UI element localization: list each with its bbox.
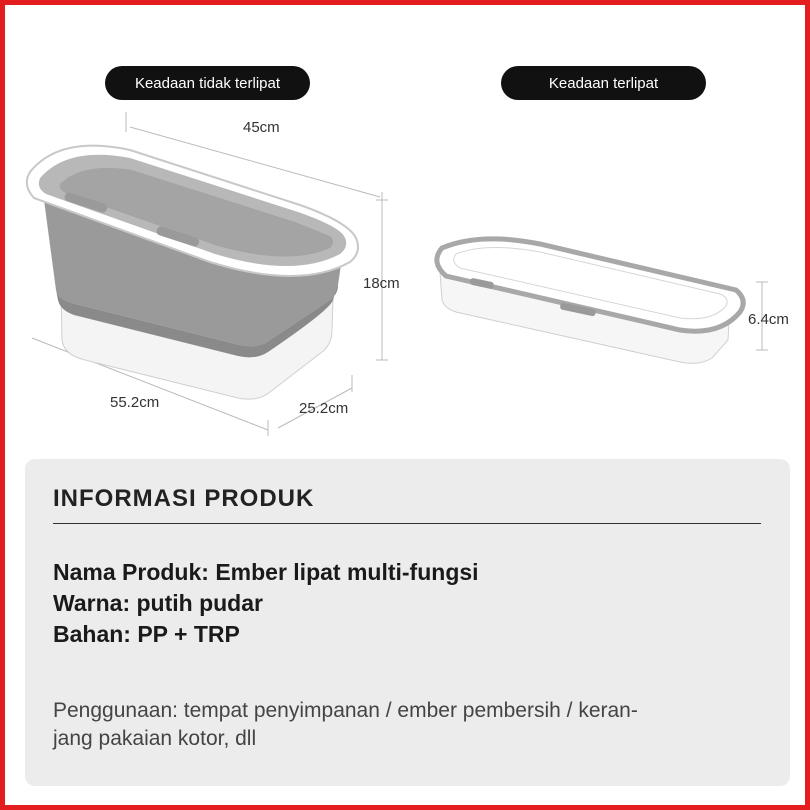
product-info-panel bbox=[25, 459, 790, 786]
info-title: INFORMASI PRODUK bbox=[53, 485, 315, 512]
usage-line-1: Penggunaan: tempat penyimpanan / ember pembersih / keran- bbox=[53, 699, 638, 722]
unfolded-state-label: Keadaan tidak terlipat bbox=[105, 66, 310, 100]
folded-state-label: Keadaan terlipat bbox=[501, 66, 706, 100]
height-dimension: 18cm bbox=[363, 275, 400, 292]
usage-line-2: jang pakaian kotor, dll bbox=[53, 727, 257, 750]
depth-dimension: 25.2cm bbox=[299, 400, 349, 417]
top-width-dimension: 45cm bbox=[243, 119, 280, 136]
folded-bucket bbox=[437, 239, 743, 363]
product-usage bbox=[53, 697, 733, 753]
product-material: Bahan: PP + TRP bbox=[53, 621, 240, 647]
product-color: Warna: putih pudar bbox=[53, 590, 263, 616]
unfolded-bucket bbox=[27, 146, 358, 399]
title-divider bbox=[53, 523, 761, 524]
folded-height-dimension: 6.4cm bbox=[748, 311, 789, 328]
product-name: Nama Produk: Ember lipat multi-fungsi bbox=[53, 559, 479, 585]
length-dimension: 55.2cm bbox=[110, 394, 160, 411]
